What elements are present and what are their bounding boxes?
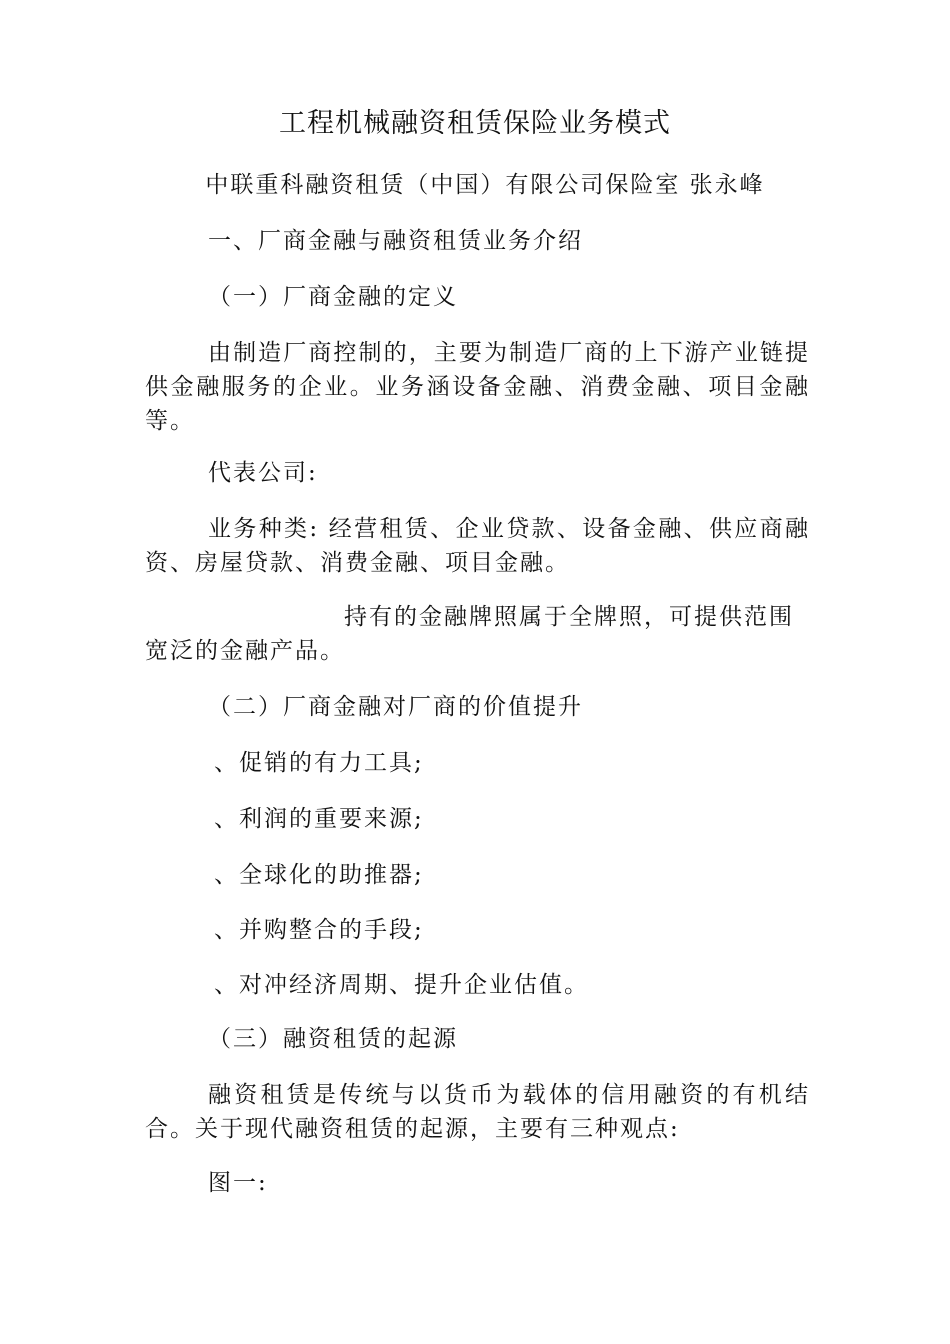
- paragraph-license-line-2: 宽泛的金融产品。: [145, 638, 345, 664]
- value-item-2: 、利润的重要来源;: [214, 806, 424, 832]
- document-title: 工程机械融资租赁保险业务模式: [279, 108, 671, 139]
- paragraph-business-types: 业务种类: 经营租赁、企业贷款、设备金融、供应商融资、房屋贷款、消费金融、项目金融。: [145, 516, 810, 576]
- value-item-1: 、促销的有力工具;: [214, 750, 424, 776]
- value-item-4: 、并购整合的手段;: [214, 917, 424, 943]
- subsection-heading-2: （二）厂商金融对厂商的价值提升: [208, 694, 583, 720]
- value-item-5: 、对冲经济周期、提升企业估值。: [214, 972, 589, 998]
- paragraph-origin: 融资租赁是传统与以货币为载体的信用融资的有机结合。关于现代融资租赁的起源，主要有三种观点:: [145, 1082, 810, 1142]
- representative-companies-label: 代表公司:: [208, 460, 318, 486]
- section-heading-1: 一、厂商金融与融资租赁业务介绍: [208, 228, 583, 254]
- paragraph-definition: 由制造厂商控制的，主要为制造厂商的上下游产业链提供金融服务的企业。业务涵设备金融、消费金融、项目金融等。: [145, 340, 810, 434]
- subsection-heading-3: （三）融资租赁的起源: [208, 1026, 458, 1052]
- author-line: 中联重科融资租赁（中国）有限公司保险室 张永峰: [205, 172, 765, 198]
- value-item-3: 、全球化的助推器;: [214, 862, 424, 888]
- subsection-heading-1: （一）厂商金融的定义: [208, 284, 458, 310]
- figure-label: 图一:: [208, 1170, 268, 1196]
- paragraph-license-line-1: 持有的金融牌照属于全牌照，可提供范围: [344, 604, 794, 630]
